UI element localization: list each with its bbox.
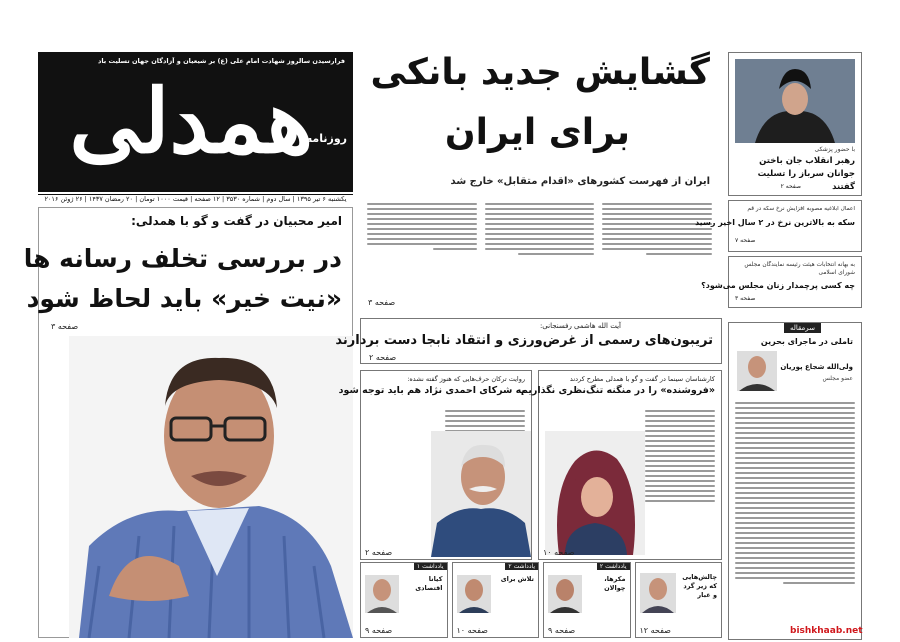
bottom-item-page: صفحه ۱۰ — [456, 626, 488, 635]
bottom-strip — [360, 562, 722, 638]
editorial-tag: سرمقاله — [784, 323, 821, 333]
editorial-role: عضو مجلس — [822, 375, 853, 382]
bottom-item-page: صفحه ۱۲ — [639, 626, 671, 635]
bottom-item-photo — [640, 573, 676, 613]
leader-page: صفحه ۲ — [780, 183, 801, 190]
bottom-item-label: تلاش برای — [500, 575, 534, 583]
lead-body-col — [602, 200, 712, 300]
lead-body-col — [485, 200, 595, 300]
left-story-headline-1: در بررسی تخلف رسانه ها — [23, 244, 342, 273]
editorial-author-photo — [737, 351, 777, 391]
brief-2-head: چه کسی پرچمدار زنان مجلس می‌شود؟ — [701, 281, 855, 290]
cinema-photo — [545, 431, 645, 555]
brief-1-head: سکه به بالاترین نرخ در ۲ سال اخیر رسید — [695, 218, 855, 227]
bottom-item-photo — [365, 575, 399, 613]
middle-story — [335, 318, 722, 364]
cinema-kicker: کارشناسان سینما در گفت و گو با همدلی مطرح کردند — [569, 375, 715, 383]
leader-photo — [735, 59, 855, 143]
brief-1-text: اعمال ابلاغیه مصوبه افزایش نرخ سکه در قم — [747, 206, 855, 212]
middle-kicker: آیت الله هاشمی رفسنجانی: — [539, 322, 621, 330]
brief-coin — [695, 200, 862, 252]
story-torkan — [338, 370, 532, 560]
bottom-item-page: صفحه ۹ — [365, 626, 393, 635]
lead-page-ref: صفحه ۳ — [368, 298, 396, 307]
bottom-item — [452, 562, 540, 638]
editorial-title: تاملی در ماجرای بحرین — [760, 337, 853, 346]
editorial — [728, 322, 862, 640]
story-cinema — [520, 370, 722, 560]
cinema-page-ref: صفحه ۱۰ — [543, 548, 575, 557]
torkan-photo — [431, 431, 531, 557]
masthead-logo: همدلی — [69, 69, 313, 173]
torkan-kicker: روایت ترکان حرف‌هایی که هنوز گفته نشده: — [407, 375, 525, 383]
leader-kicker: با حضور پزشکی — [814, 146, 855, 153]
editorial-body — [735, 399, 855, 587]
bottom-item-photo — [457, 575, 491, 613]
lead-headline-1: گشایش جدید بانکی — [370, 52, 710, 93]
lead-body-col — [367, 200, 477, 300]
bottom-item-tag: یادداشت ۲ — [505, 563, 538, 570]
bottom-item-label: کیانا اقتصادی — [415, 575, 443, 592]
left-story-headline-2: «نیت خیر» باید لحاظ شود — [26, 284, 342, 313]
bottom-item — [635, 562, 723, 638]
leader-headline: رهبر انقلاب جان باختن جوانان سرباز را تسلیت گفتند — [757, 156, 855, 192]
left-story — [23, 207, 353, 638]
bottom-item-tag: یادداشت ۱ — [414, 563, 447, 570]
bottom-item-label: چالش‌هایی که زیر گرد و غبار — [682, 573, 717, 599]
masthead-slogan: فرارسیدن سالروز شهادت امام علی (ع) بر شیعیان و آزادگان جهان تسلیت باد — [98, 57, 345, 65]
left-story-kicker: امیر محبیان در گفت و گو با همدلی: — [131, 214, 342, 228]
lead-headline-2: برای ایران — [444, 112, 630, 153]
watermark: bishkhaab.net — [790, 626, 863, 636]
left-story-photo — [69, 336, 353, 638]
lead-body — [367, 200, 712, 300]
lead-subhead: ایران از فهرست کشورهای «اقدام متقابل» خارج شد — [450, 176, 710, 187]
lead-story — [360, 52, 720, 310]
brief-2-page: صفحه ۳ — [735, 295, 756, 302]
middle-page-ref: صفحه ۲ — [369, 353, 397, 362]
middle-headline: تریبون‌های رسمی از غرض‌ورزی و انتقاد نابجا دست بردارند — [335, 333, 713, 348]
bottom-item-tag: یادداشت ۲ — [597, 563, 630, 570]
masthead-logo-small: روزنامه — [305, 132, 347, 145]
masthead — [38, 52, 353, 203]
cinema-headline: «فروشنده» را در منگنه تنگ‌نظری نگذاریم — [520, 385, 715, 396]
brief-2-text: به بهانه انتخابات هیئت رئیسه نمایندگان مجلس شورای اسلامی — [744, 262, 855, 276]
bottom-item-page: صفحه ۹ — [548, 626, 576, 635]
editorial-author: ولی‌الله شجاع پوریان — [780, 363, 853, 371]
brief-parliament — [701, 256, 862, 308]
torkan-page-ref: صفحه ۲ — [365, 548, 393, 557]
bottom-item — [360, 562, 448, 638]
brief-1-page: صفحه ۷ — [735, 237, 756, 244]
bottom-item-photo — [548, 575, 582, 613]
masthead-dateline: یکشنبه ۶ تیر ۱۳۹۵ | سال دوم | شماره ۳۵۳۰ | ۱۲ صفحه | قیمت ۱۰۰۰ تومان | ۲۰ رمضان ۱۴۳۷ | ۲۶ ژوئن ۲۰۱۶ — [38, 194, 353, 206]
bottom-item-label: مکرها، چوالان — [604, 575, 626, 592]
left-story-page-ref: صفحه ۳ — [51, 322, 79, 331]
torkan-headline: به شرکای احمدی نژاد هم باید توجه شود — [338, 385, 525, 396]
bottom-item — [543, 562, 631, 638]
cinema-body — [645, 407, 715, 505]
leader-story — [728, 52, 862, 196]
